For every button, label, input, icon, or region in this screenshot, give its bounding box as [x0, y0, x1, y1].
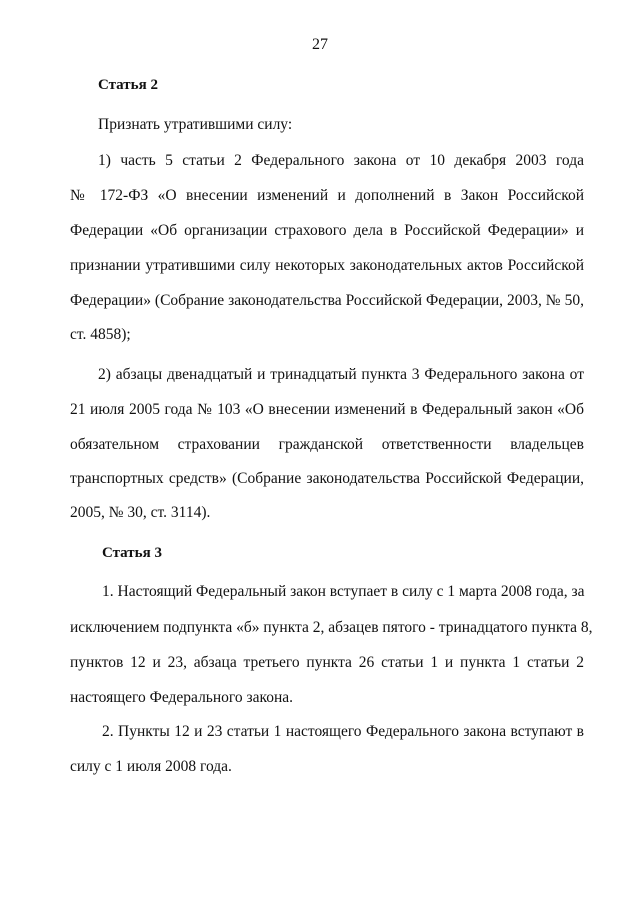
article-2-item-1-line: Федерации» (Собрание законодательства Российской Федерации, 2003, № 50,	[70, 292, 584, 309]
article-2-item-2-line: 2005, № 30, ст. 3114).	[70, 504, 211, 521]
article-3-item-1-line: 1. Настоящий Федеральный закон вступает в силу с 1 марта 2008 года, за	[102, 583, 585, 600]
article-2-item-1-line: признании утратившими силу некоторых законодательных актов Российской	[70, 257, 584, 274]
article-3-heading: Статья 3	[102, 545, 162, 561]
page-number: 27	[312, 36, 328, 53]
article-2-item-2-line: 2) абзацы двенадцатый и тринадцатый пункта 3 Федерального закона от	[98, 366, 584, 383]
article-2-item-1-line: Федерации «Об организации страхового дела в Российской Федерации» и	[70, 222, 584, 239]
article-2-item-1-line: ст. 4858);	[70, 326, 131, 343]
article-2-heading: Статья 2	[98, 77, 158, 93]
article-3-item-2-line: 2. Пункты 12 и 23 статьи 1 настоящего Федерального закона вступают в	[102, 723, 584, 740]
article-2-item-2-line: обязательном страховании гражданской ответственности владельцев	[70, 436, 584, 453]
article-3-item-2-line: силу с 1 июля 2008 года.	[70, 758, 232, 775]
article-2-intro: Признать утратившими силу:	[98, 116, 293, 133]
article-2-item-1-line: № 172-ФЗ «О внесении изменений и дополнений в Закон Российской	[70, 187, 584, 204]
article-2-item-2-line: 21 июля 2005 года № 103 «О внесении изменений в Федеральный закон «Об	[70, 401, 584, 418]
article-2-item-1-line: 1) часть 5 статьи 2 Федерального закона от 10 декабря 2003 года	[98, 152, 584, 169]
article-3-item-1-line: пунктов 12 и 23, абзаца третьего пункта 26 статьи 1 и пункта 1 статьи 2	[70, 654, 584, 671]
article-2-item-2-line: транспортных средств» (Собрание законодательства Российской Федерации,	[70, 470, 584, 487]
article-3-item-1-line: исключением подпункта «б» пункта 2, абзацев пятого - тринадцатого пункта 8,	[70, 619, 593, 636]
article-3-item-1-line: настоящего Федерального закона.	[70, 689, 294, 706]
